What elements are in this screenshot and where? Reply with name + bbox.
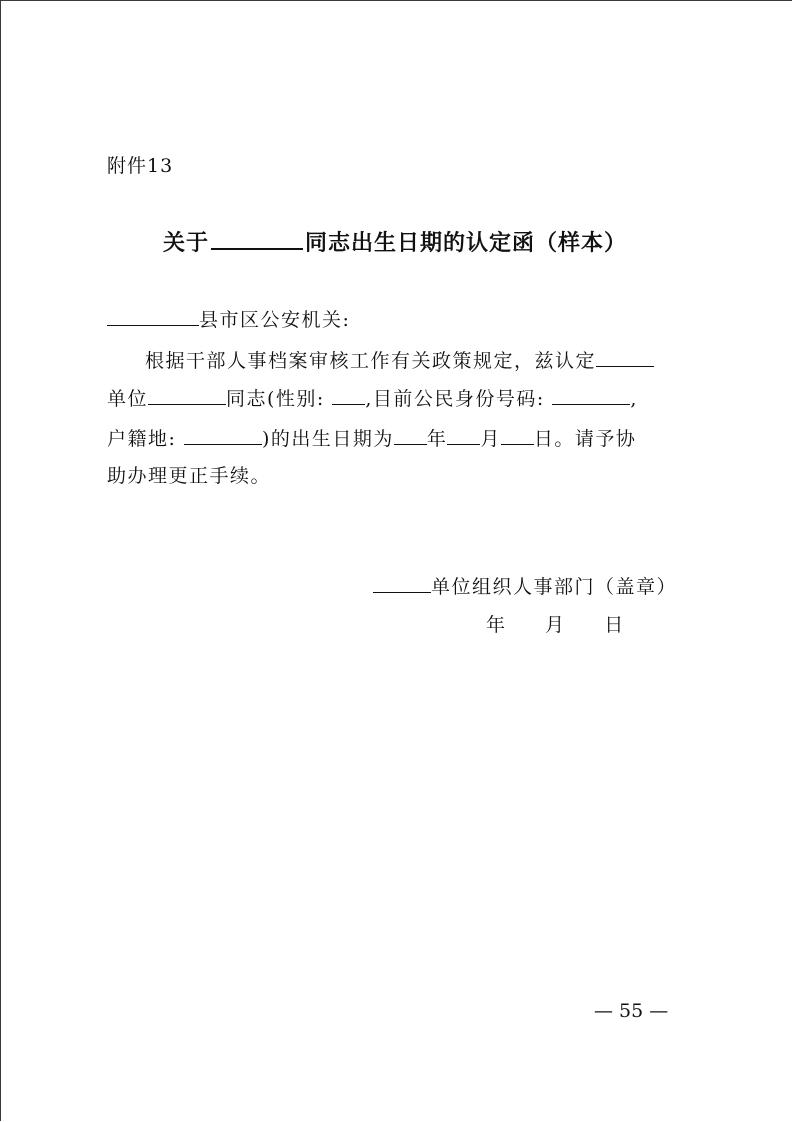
- body-text-4: 助办理更正手续。: [107, 465, 272, 487]
- id-number-blank: [552, 387, 630, 405]
- title-suffix: 同志出生日期的认定函（样本）: [305, 230, 628, 256]
- body-text-year: 年: [426, 428, 448, 450]
- document-title: [163, 226, 627, 257]
- attachment-label: 附件13: [107, 155, 174, 177]
- year-blank: [394, 427, 427, 445]
- body-text-gender: 同志(性别:: [226, 388, 325, 410]
- residence-blank: [184, 427, 262, 445]
- body-line-2: [107, 384, 638, 411]
- date-month: 月: [545, 614, 565, 636]
- page-number: — 55 —: [594, 1000, 669, 1022]
- county-blank: [107, 308, 199, 326]
- body-text-id: ,目前公民身份号码:: [365, 388, 545, 410]
- date-year: 年: [486, 614, 506, 636]
- body-text-birth: )的出生日期为: [261, 428, 394, 450]
- month-blank: [447, 427, 480, 445]
- addressee: 县市区公安机关:: [199, 309, 351, 331]
- signature-date: [486, 610, 623, 637]
- body-text-month: 月: [480, 428, 501, 450]
- date-day: 日: [604, 614, 624, 636]
- body-text-unit: 单位: [107, 388, 149, 410]
- comrade-name-blank: [148, 387, 226, 405]
- addressee-line: [107, 305, 350, 332]
- body-line-3: [107, 424, 636, 451]
- gender-blank: [332, 387, 365, 405]
- title-prefix: 关于: [163, 230, 210, 256]
- title-name-blank: [211, 228, 303, 250]
- body-line-4: [107, 461, 271, 488]
- unit-blank: [596, 349, 654, 367]
- signature-org: 单位组织人事部门（盖章）: [431, 576, 678, 598]
- body-text-1: 根据干部人事档案审核工作有关政策规定，兹认定: [145, 350, 597, 372]
- body-line-1: [145, 346, 654, 373]
- body-text-residence: 户籍地:: [107, 428, 177, 450]
- signature-line: [373, 572, 677, 599]
- body-text-day: 日。请予协: [533, 428, 637, 450]
- signature-unit-blank: [373, 575, 431, 593]
- body-text-comma: ,: [630, 388, 638, 410]
- day-blank: [501, 427, 534, 445]
